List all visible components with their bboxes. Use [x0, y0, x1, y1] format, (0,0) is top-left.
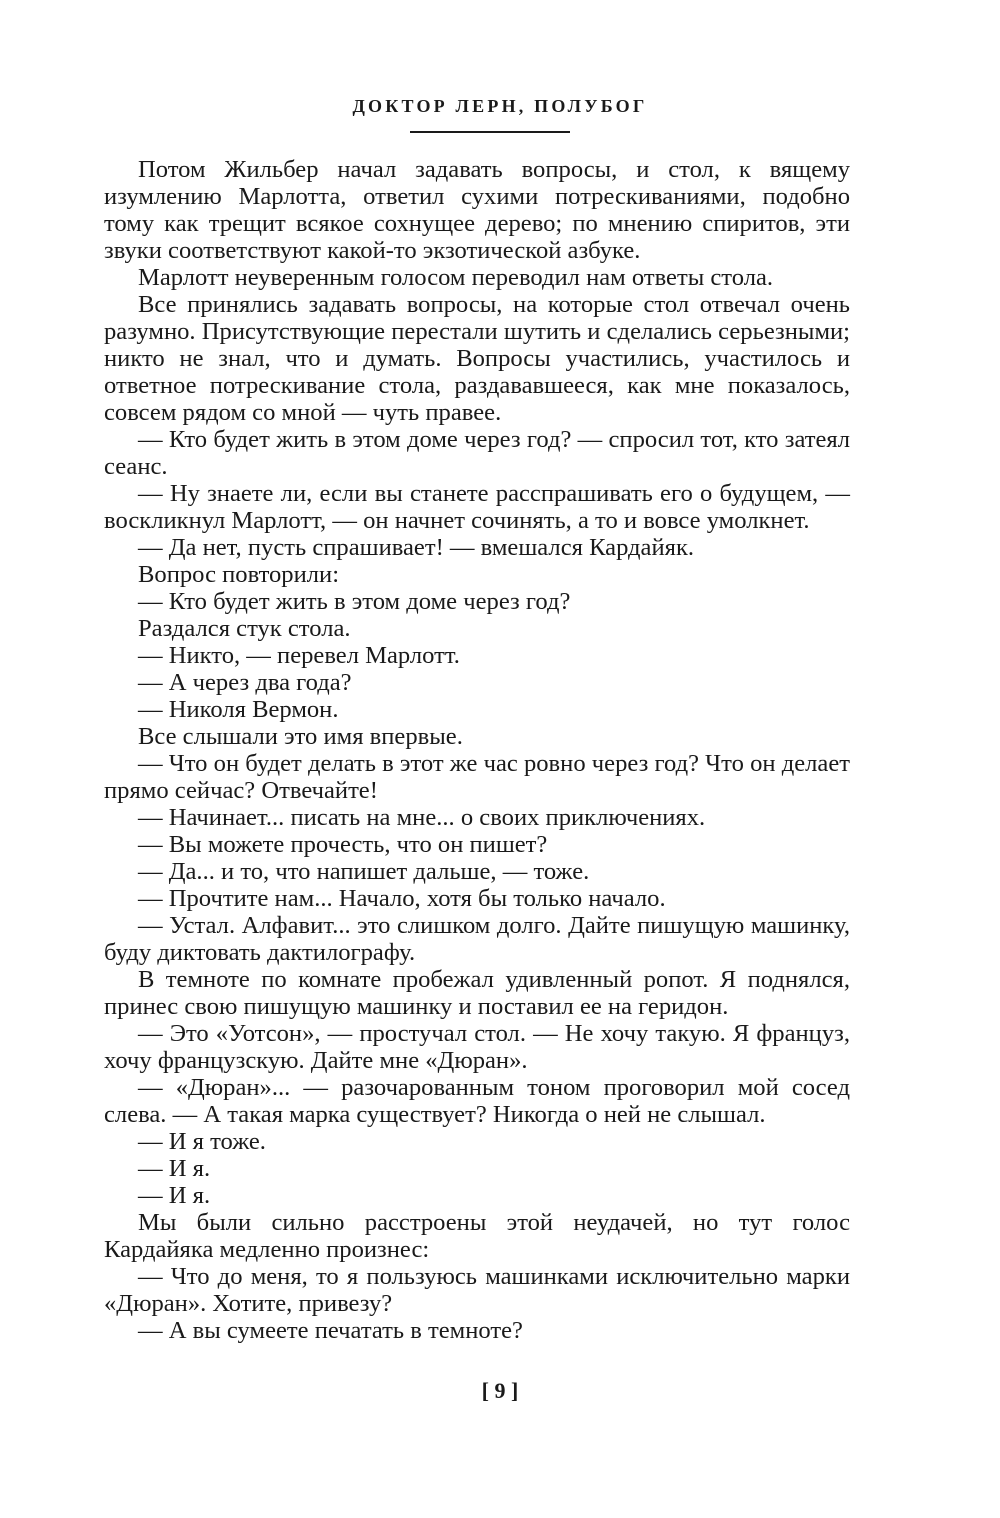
paragraph: — Вы можете прочесть, что он пишет? — [138, 831, 548, 858]
paragraph: — Ну знаете ли, если вы станете расспрашивать его о будущем, — воскликнул Марлотт, — он начнет сочинять, а то и вовсе умолкнет. — [104, 480, 850, 534]
paragraph: Вопрос повторили: — [138, 561, 340, 588]
paragraph: Марлотт неуверенным голосом переводил нам ответы стола. — [138, 264, 774, 291]
paragraph: — Николя Вермон. — [138, 696, 339, 723]
paragraph: Мы были сильно расстроены этой неудачей, но тут голос Кардайяка медленно произнес: — [104, 1209, 850, 1263]
paragraph: — Никто, — перевел Марлотт. — [138, 642, 460, 669]
paragraph: Все слышали это имя впервые. — [138, 723, 463, 750]
paragraph: — Кто будет жить в этом доме через год? — спросил тот, кто затеял сеанс. — [104, 426, 850, 480]
paragraph: — Да нет, пусть спрашивает! — вмешался Кардайяк. — [138, 534, 695, 561]
paragraph: — И я. — [138, 1155, 211, 1182]
paragraph: — И я. — [138, 1182, 211, 1209]
paragraph: — Это «Уотсон», — простучал стол. — Не хочу такую. Я француз, хочу французскую. Дайте мне «Дюран». — [104, 1020, 850, 1074]
page-number: [ 9 ] — [481, 1378, 519, 1403]
paragraph: Раздался стук стола. — [138, 615, 351, 642]
header-rule — [410, 131, 570, 133]
paragraph: — Что он будет делать в этот же час ровно через год? Что он делает прямо сейчас? Отвечайте! — [104, 750, 850, 804]
paragraph: — «Дюран»... — разочарованным тоном проговорил мой сосед слева. — А такая марка существует? Никогда о ней не слышал. — [104, 1074, 850, 1128]
paragraph: — Устал. Алфавит... это слишком долго. Дайте пишущую машинку, буду диктовать дактилографу. — [104, 912, 850, 966]
paragraph: — А вы сумеете печатать в темноте? — [138, 1317, 523, 1344]
paragraph: — Начинает... писать на мне... о своих приключениях. — [138, 804, 706, 831]
paragraph: Потом Жильбер начал задавать вопросы, и стол, к вящему изумлению Марлотта, ответил сухими потрескиваниями, подобно тому как трещит всякое сохнущее дерево; по мнению спиритов, эти звуки соответствуют какой-то экзотической азбуке. — [104, 156, 850, 264]
body-text — [104, 156, 850, 1344]
paragraph: — Прочтите нам... Начало, хотя бы только начало. — [138, 885, 666, 912]
paragraph: В темноте по комнате пробежал удивленный ропот. Я поднялся, принес свою пишущую машинку и поставил ее на геридон. — [104, 966, 850, 1020]
paragraph: Все принялись задавать вопросы, на которые стол отвечал очень разумно. Присутствующие перестали шутить и сделались серьезными; никто не знал, что и думать. Вопросы участились, участилось и ответное потрескивание стола, раздававшееся, как мне показалось, совсем рядом со мной — чуть правее. — [104, 291, 850, 426]
paragraph: — Да... и то, что напишет дальше, — тоже. — [138, 858, 590, 885]
paragraph: — А через два года? — [138, 669, 352, 696]
paragraph: — И я тоже. — [138, 1128, 266, 1155]
paragraph: — Что до меня, то я пользуюсь машинками исключительно марки «Дюран». Хотите, привезу? — [104, 1263, 850, 1317]
paragraph: — Кто будет жить в этом доме через год? — [138, 588, 571, 615]
running-head-title: ДОКТОР ЛЕРН, ПОЛУБОГ — [352, 96, 648, 116]
